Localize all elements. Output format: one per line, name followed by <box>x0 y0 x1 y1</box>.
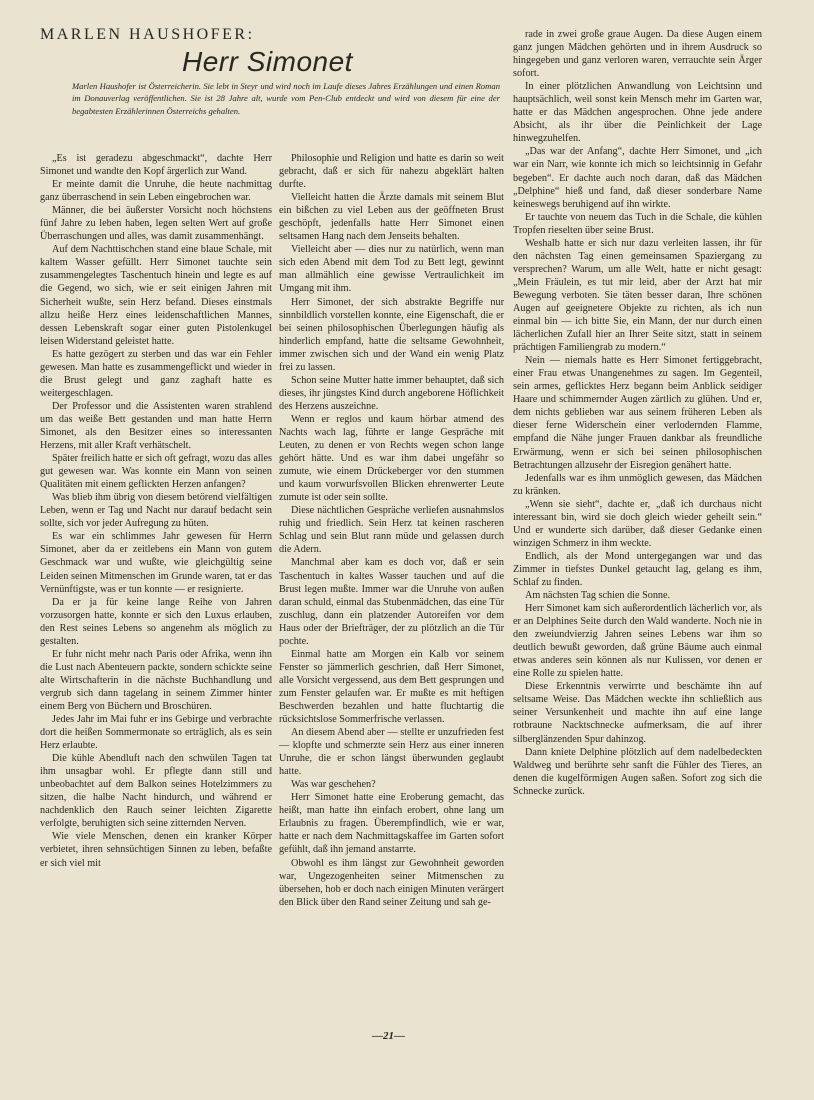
paragraph: „Wenn sie sieht“, dachte er, „daß ich durchaus nicht interessant bin, wird sie doch gleich wieder geheilt sein.“ Und er wunderte sich darüber, daß dieser Gedanke einen winzigen Schmerz in ihm weckte. <box>513 498 762 549</box>
story-title: Herr Simonet <box>182 46 353 77</box>
paragraph: Männer, die bei äußerster Vorsicht noch höchstens fünf Jahre zu leben haben, legen selten Wert auf große Überraschungen und alles, was damit zusammenhängt. <box>40 205 272 243</box>
paragraph: Nein — niemals hatte es Herr Simonet fertiggebracht, einer Frau etwas Unangenehmes zu sagen. Im Gegenteil, sein armes, geflicktes Herz begann beim Anblick seidiger Haare und schimmernder Augen zärtlich zu glühen. Und er, dem nichts geblieben war aus seinem früheren Leben als dieser ferne Widerschein einer verlodernden Flamme, empfand die Nähe junger Frauen dankbar als freundliche Erwärmung, wenn er sich bei seinen philosophischen Betrachtungen allzusehr der Eisregion genähert hatte. <box>513 355 762 471</box>
author-name: MARLEN HAUSHOFER: <box>40 26 255 43</box>
paragraph: Wenn er reglos und kaum hörbar atmend des Nachts wach lag, führte er lange Gespräche mit Leuten, zu denen er von Rechts wegen schon lange gehört hätte. Und es war ihm dabei ungefähr so zumute, wie einem Drückeberger vor den stummen und kaum vorwurfsvollen Blicken ehrenwerter Leute zumute ist oder sein sollte. <box>279 413 504 504</box>
paragraph: Obwohl es ihm längst zur Gewohnheit geworden war, Ungezogenheiten seiner Mitmenschen zu übersehen, hob er doch nach einigen Minuten verärgert den Blick über den Rand seiner Zeitung und sah ge- <box>279 857 504 908</box>
paragraph: Wie viele Menschen, denen ein kranker Körper verbietet, ihren sehnsüchtigen Sinnen zu leben, befaßte er sich viel mit <box>40 831 272 869</box>
paragraph: Vielleicht hatten die Ärzte damals mit seinem Blut ein bißchen zu viel Leben aus der geöffneten Brust geschöpft, jedenfalls hatte Herr Simonet einen seltsamen Hang nach dem Jenseits behalten. <box>279 192 504 243</box>
paragraph: Er fuhr nicht mehr nach Paris oder Afrika, wenn ihn die Lust nach Abenteuern packte, sondern schickte seine alte Wirtschafterin in die nächste Buchhandlung und vergrub sich dann tagelang in seinem Zimmer hinter einem Berg von Büchern und Broschüren. <box>40 648 272 712</box>
paragraph: Später freilich hatte er sich oft gefragt, wozu das alles gut gewesen war. Was konnte ein Mann von seinen Qualitäten mit einem geflickten Herzen anfangen? <box>40 453 272 491</box>
author-introduction: Marlen Haushofer ist Österreicherin. Sie lebt in Steyr und wird noch im Laufe dieses Jahres Erzählungen und einen Roman im Donauverlag veröffentlichen. Sie ist 28 Jahre alt, wurde vom Pen-Club entdeckt und wird von diesem für eine der begabtesten Erzählerinnen Österreichs gehalten. <box>72 81 500 116</box>
text-column-3 <box>513 28 762 798</box>
paragraph: Herr Simonet kam sich außerordentlich lächerlich vor, als er an Delphines Seite durch den Wald wanderte. Noch nie in den zweiundvierzig Jahren seines Lebens war ihm so deutlich bewußt geworden, daß grüne Bäume auch einmal etwas anderes sein können als nur Kulissen, vor denen er eine Rolle zu spielen hatte. <box>513 603 762 680</box>
paragraph: Endlich, als der Mond untergegangen war und das Zimmer in tiefstes Dunkel getaucht lag, gelang es ihm, Schlaf zu finden. <box>513 550 762 588</box>
paragraph: Herr Simonet, der sich abstrakte Begriffe nur sinnbildlich vorstellen konnte, eine Eigenschaft, die er bei seinen philosophischen Überlegungen häufig als hinderlich empfand, hatte die seltsame Gewohnheit, immer zwischen sich und der Wand ein wenig Platz frei zu lassen. <box>279 296 504 373</box>
paragraph: Einmal hatte am Morgen ein Kalb vor seinem Fenster so jämmerlich geschrien, daß Herr Simonet, alle Vorsicht vergessend, aus dem Bett gesprungen und zum Fenster gelaufen war. Er mußte es mit heftigen Beschwerden bezahlen und hatte fluchtartig die rücksichtslose Sommerfrische verlassen. <box>279 648 504 726</box>
paragraph: Es hatte gezögert zu sterben und das war ein Fehler gewesen. Man hatte es zusammengeflickt und wieder in die Brust gelegt und ganz zaghaft hatte es weitergeschlagen. <box>40 348 272 399</box>
paragraph: An diesem Abend aber — stellte er unzufrieden fest — klopfte und schmerzte sein Herz aus einer inneren Unruhe, die er schon längst überwunden geglaubt hatte. <box>279 727 504 778</box>
page-number: —21— <box>372 1030 405 1042</box>
paragraph: Am nächsten Tag schien die Sonne. <box>525 590 671 602</box>
paragraph: Was blieb ihm übrig von diesem betörend vielfältigen Leben, wenn er Tag und Nacht nur darauf bedacht sein sollte, sich vor jeder Aufregung zu hüten. <box>40 492 272 530</box>
text-column-1 <box>40 152 272 870</box>
paragraph: Manchmal aber kam es doch vor, daß er sein Taschentuch in kaltes Wasser tauchen und auf die Brust legen mußte. Immer war die Unruhe von außen daran schuld, einmal das Stubenmädchen, das eine Tür zuschlug, dann ein platzender Autoreifen vor dem Haus oder der Briefträger, der zu plötzlich an die Tür pochte. <box>279 557 504 647</box>
paragraph: Es war ein schlimmes Jahr gewesen für Herrn Simonet, aber da er zeitlebens ein Mann von gutem Geschmack war und wußte, wie gleichgültig seine Leiden seinen Mitmenschen im Grunde waren, tat er das Vernünftigste, was er tun konnte — er resignierte. <box>40 531 272 595</box>
paragraph: Da er ja für keine lange Reihe von Jahren vorzusorgen hatte, konnte er sich den Luxus erlauben, den Rest seines Lebens so angenehm als möglich zu gestalten. <box>40 596 272 647</box>
paragraph: Vielleicht aber — dies nur zu natürlich, wenn man sich eden Abend mit dem Tod zu Bett legt, gewinnt man allmählich eine gewisse Vertraulichkeit im Umgang mit ihm. <box>279 244 504 295</box>
paragraph: rade in zwei große graue Augen. Da diese Augen einem ganz jungen Mädchen gehörten und in ihrem Ausdruck so hingegeben und ganz verloren waren, verrauchte sein Ärger sofort. <box>513 29 762 80</box>
paragraph: „Es ist geradezu abgeschmackt“, dachte Herr Simonet und wandte den Kopf ärgerlich zur Wand. <box>40 153 272 178</box>
paragraph: Diese nächtlichen Gespräche verliefen ausnahmslos ruhig und friedlich. Sein Herz tat keinen rascheren Schlag und sein Blut rann müde und gelassen durch die Adern. <box>279 505 504 556</box>
paragraph: Philosophie und Religion und hatte es darin so weit gebracht, daß er sich für nahezu abgeklärt halten durfte. <box>279 153 504 191</box>
paragraph: Der Professor und die Assistenten waren strahlend um das weiße Bett gestanden und man hatte Herrn Simonet, als den Besitzer eines so interessanten Herzens, mit aller Kraft verhätschelt. <box>40 400 272 452</box>
paragraph: Er meinte damit die Unruhe, die heute nachmittag ganz überraschend in sein Leben eingebrochen war. <box>40 179 272 204</box>
paragraph: In einer plötzlichen Anwandlung von Leichtsinn und hauptsächlich, weil sonst kein Mensch mehr im Garten war, hatte er das Mädchen angesprochen. Ohne jede andere Absicht, als ihr über die Peinlichkeit der Lage hinwegzuhelfen. <box>513 81 762 145</box>
paragraph: Auf dem Nachttischchen stand eine blaue Schale, mit kaltem Wasser gefüllt. Herr Simonet tauchte sein zusammengelegtes Taschentuch hinein und legte es auf die Gegend, wo sich, wie er seit einigen Jahren mit Sicherheit wußte, sein Herz befand. Dieses einstmals allzu heiße Herz eines leidenschaftlichen Mannes, dessen Lebenskraft sogar einer guten Pistolenkugel leisen Widerstand geleistet hatte. <box>40 244 272 347</box>
paragraph: Die kühle Abendluft nach den schwülen Tagen tat ihm unsagbar wohl. Er pflegte dann still und unbeobachtet auf dem Balkon seines Hotelzimmers zu sitzen, die halbe Nacht hindurch, und während er nachdenklich den Rauch seiner leichten Zigarette verfolgte, beruhigten sich seine zitternden Nerven. <box>40 753 272 830</box>
paragraph: Was war geschehen? <box>291 779 376 791</box>
paragraph: „Das war der Anfang“, dachte Herr Simonet, und „ich war ein Narr, wie konnte ich mich so leichtsinnig in Gefahr begeben“. Er dachte auch noch daran, daß das Mädchen „Delphine“ hieß und fand, daß dieser sonderbare Name keineswegs beruhigend auf ihn wirkte. <box>513 146 762 210</box>
paragraph: Diese Erkenntnis verwirrte und beschämte ihn auf seltsame Weise. Das Mädchen weckte ihn schließlich aus seiner Versunkenheit und machte ihn auf eine lange rotbraune Nacktschnecke aufmerksam, die auf ihrer silberglänzenden Spur dahinzog. <box>513 681 762 745</box>
paragraph: Er tauchte von neuem das Tuch in die Schale, die kühlen Tropfen rieselten über seine Brust. <box>513 211 762 236</box>
paragraph: Jedenfalls war es ihm unmöglich gewesen, das Mädchen zu kränken. <box>513 472 762 497</box>
paragraph: Herr Simonet hatte eine Eroberung gemacht, das heißt, man hatte ihn einfach erobert, ohne lang um Erlaubnis zu fragen. Überempfindlich, wie er war, hatte er nach dem Nachmittagskaffee im Garten sofort gefühlt, daß ihn jemand anstarrte. <box>279 792 504 856</box>
paragraph: Dann kniete Delphine plötzlich auf dem nadelbedeckten Waldweg und berührte sehr sanft die Fühler des Tieres, an denen die kugelförmigen Augen saßen. Sofort zog sich die Schnecke zurück. <box>513 746 762 797</box>
paragraph: Weshalb hatte er sich nur dazu verleiten lassen, ihr für den nächsten Tag einen gemeinsamen Spaziergang zu versprechen? Warum, um alle Welt, hatte er nicht gesagt: „Mein Fräulein, es tut mir leid, aber der Arzt hat mir Bewegung verboten. Sie täten besser daran, Ihre schönen Augen auf geeignetere Objekte zu richten, als ich nun einmal bin — ich bitte Sie, ein Mann, der nur durch einen lächerlichen Zufall hier an Ihrer Seite sitzt, statt in seinem prächtigen Familiengrab zu modern.“ <box>513 237 762 354</box>
paragraph: Jedes Jahr im Mai fuhr er ins Gebirge und verbrachte dort die heißen Sommermonate so erträglich, als es sein Herz erlaubte. <box>40 714 272 752</box>
paragraph: Schon seine Mutter hatte immer behauptet, daß sich dieses, ihr jüngstes Kind durch angeborene Höflichkeit des Herzens auszeichne. <box>279 374 504 412</box>
text-column-2 <box>279 152 504 909</box>
